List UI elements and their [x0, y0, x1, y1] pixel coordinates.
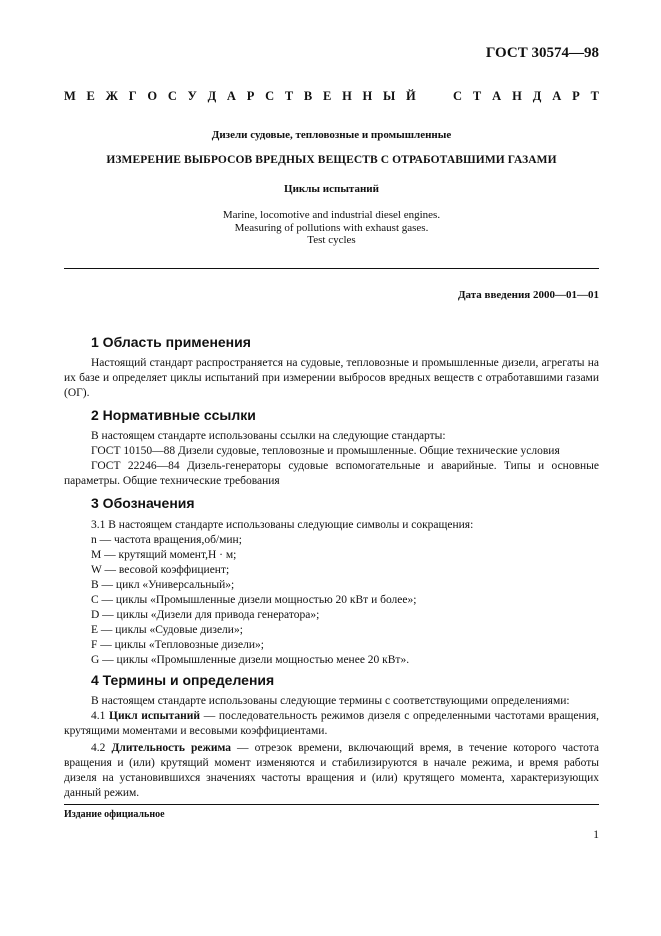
banner-letter: Ы [383, 89, 396, 103]
banner-letter: Н [342, 89, 352, 103]
banner-right [453, 89, 599, 104]
section-1-text: Настоящий стандарт распространяется на судовые, тепловозные и промышленные дизели, агрегаты на их базе и определяет циклы испытаний при измерении выбросов вредных веществ с отработавшими газами (ОГ). [64, 357, 599, 399]
banner-letter: Е [86, 89, 95, 103]
banner-letter: С [265, 89, 275, 103]
banner-letter: Н [362, 89, 373, 103]
banner-letter: Ж [105, 89, 118, 103]
section-1-heading: 1 Область применения [91, 334, 251, 350]
symbol-item: В — цикл «Универсальный»; [91, 579, 235, 591]
banner-letter: М [64, 89, 76, 103]
symbol-item: G — циклы «Промышленные дизели мощностью менее 20 кВт». [91, 654, 410, 666]
banner-letter: Т [472, 89, 482, 103]
banner-letter: Д [532, 89, 542, 103]
banner-letter: С [453, 89, 463, 103]
document-title: ИЗМЕРЕНИЕ ВЫБРОСОВ ВРЕДНЫХ ВЕЩЕСТВ С ОТРАБОТАВШИМИ ГАЗАМИ [106, 154, 557, 166]
term-test-cycle [64, 709, 599, 739]
english-line: Measuring of pollutions with exhaust gases. [234, 221, 429, 234]
banner-letter: Т [284, 89, 294, 103]
banner-letter: Н [512, 89, 522, 103]
banner-left [64, 89, 416, 104]
banner-letter: Й [406, 89, 416, 103]
term-name: Длительность режима [111, 742, 231, 754]
banner-letter: В [303, 89, 313, 103]
banner-letter: У [187, 89, 197, 103]
banner-letter: О [147, 89, 158, 103]
symbol-item: Е — циклы «Судовые дизели»; [91, 624, 243, 636]
banner-letter: Р [246, 89, 255, 103]
section-2-intro: В настоящем стандарте использованы ссылки на следующие стандарты: [91, 430, 446, 442]
banner-letter: Т [590, 89, 599, 103]
edition-note: Издание официальное [64, 809, 165, 820]
banner-letter: С [167, 89, 177, 103]
symbol-item: W — весовой коэффициент; [91, 564, 230, 576]
symbol-item: F — циклы «Тепловозные дизели»; [91, 639, 264, 651]
term-definition: — последовательность режимов дизеля с определенными частотами вращения, крутящими моментами и весовыми коэффициентами. [64, 710, 599, 737]
term-number: 4.2 [91, 742, 112, 754]
english-line: Test cycles [307, 234, 356, 246]
symbol-item: n — частота вращения,об/мин; [91, 534, 242, 546]
document-subtitle: Дизели судовые, тепловозные и промышленные [211, 129, 452, 141]
section-2-heading: 2 Нормативные ссылки [91, 407, 256, 423]
banner-letter: Е [322, 89, 332, 103]
section-3-intro: 3.1 В настоящем стандарте использованы следующие символы и сокращения: [91, 519, 474, 531]
symbol-item: С — циклы «Промышленные дизели мощностью 20 кВт и более»; [91, 594, 417, 606]
banner-letter: Р [572, 89, 580, 103]
page-number: 1 [593, 829, 599, 841]
standard-banner [64, 89, 599, 104]
term-definition: — отрезок времени, включающий время, в течение которого частота вращения и (или) крутящий момент изменяются и стабилизируются в начале режима, и время работы дизеля на установившихся значениях частоты вращения и (или) крутящего момента, характеризующих данный режим. [64, 742, 599, 799]
reference-gost-22246: ГОСТ 22246—84 Дизель-генераторы судовые вспомогательные и аварийные. Типы и основные параметры. Общие технические требования [64, 460, 599, 487]
banner-letter: А [226, 89, 236, 103]
term-name: Цикл испытаний [109, 710, 201, 722]
section-4-intro: В настоящем стандарте использованы следующие термины с соответствующими определениями: [91, 695, 570, 707]
title-divider [64, 268, 599, 269]
footer-divider [64, 804, 599, 805]
section-3-heading: 3 Обозначения [91, 495, 195, 511]
banner-letter: А [492, 89, 502, 103]
english-title [64, 209, 599, 247]
banner-letter: Г [128, 89, 137, 103]
banner-letter: А [552, 89, 562, 103]
reference-gost-10150: ГОСТ 10150—88 Дизели судовые, тепловозные и промышленные. Общие технические условия [91, 445, 560, 457]
document-number: ГОСТ 30574—98 [485, 45, 599, 61]
document-subsubtitle: Циклы испытаний [284, 183, 379, 195]
term-number: 4.1 [91, 710, 110, 722]
symbol-item: M — крутящий момент,Н · м; [91, 549, 237, 561]
banner-letter: Д [207, 89, 217, 103]
section-4-heading: 4 Термины и определения [91, 672, 275, 688]
term-mode-duration [64, 741, 599, 801]
english-line: Marine, locomotive and industrial diesel engines. [222, 209, 441, 221]
introduction-date: Дата введения 2000—01—01 [457, 289, 599, 301]
symbol-item: D — циклы «Дизели для привода генератора»; [91, 609, 320, 621]
